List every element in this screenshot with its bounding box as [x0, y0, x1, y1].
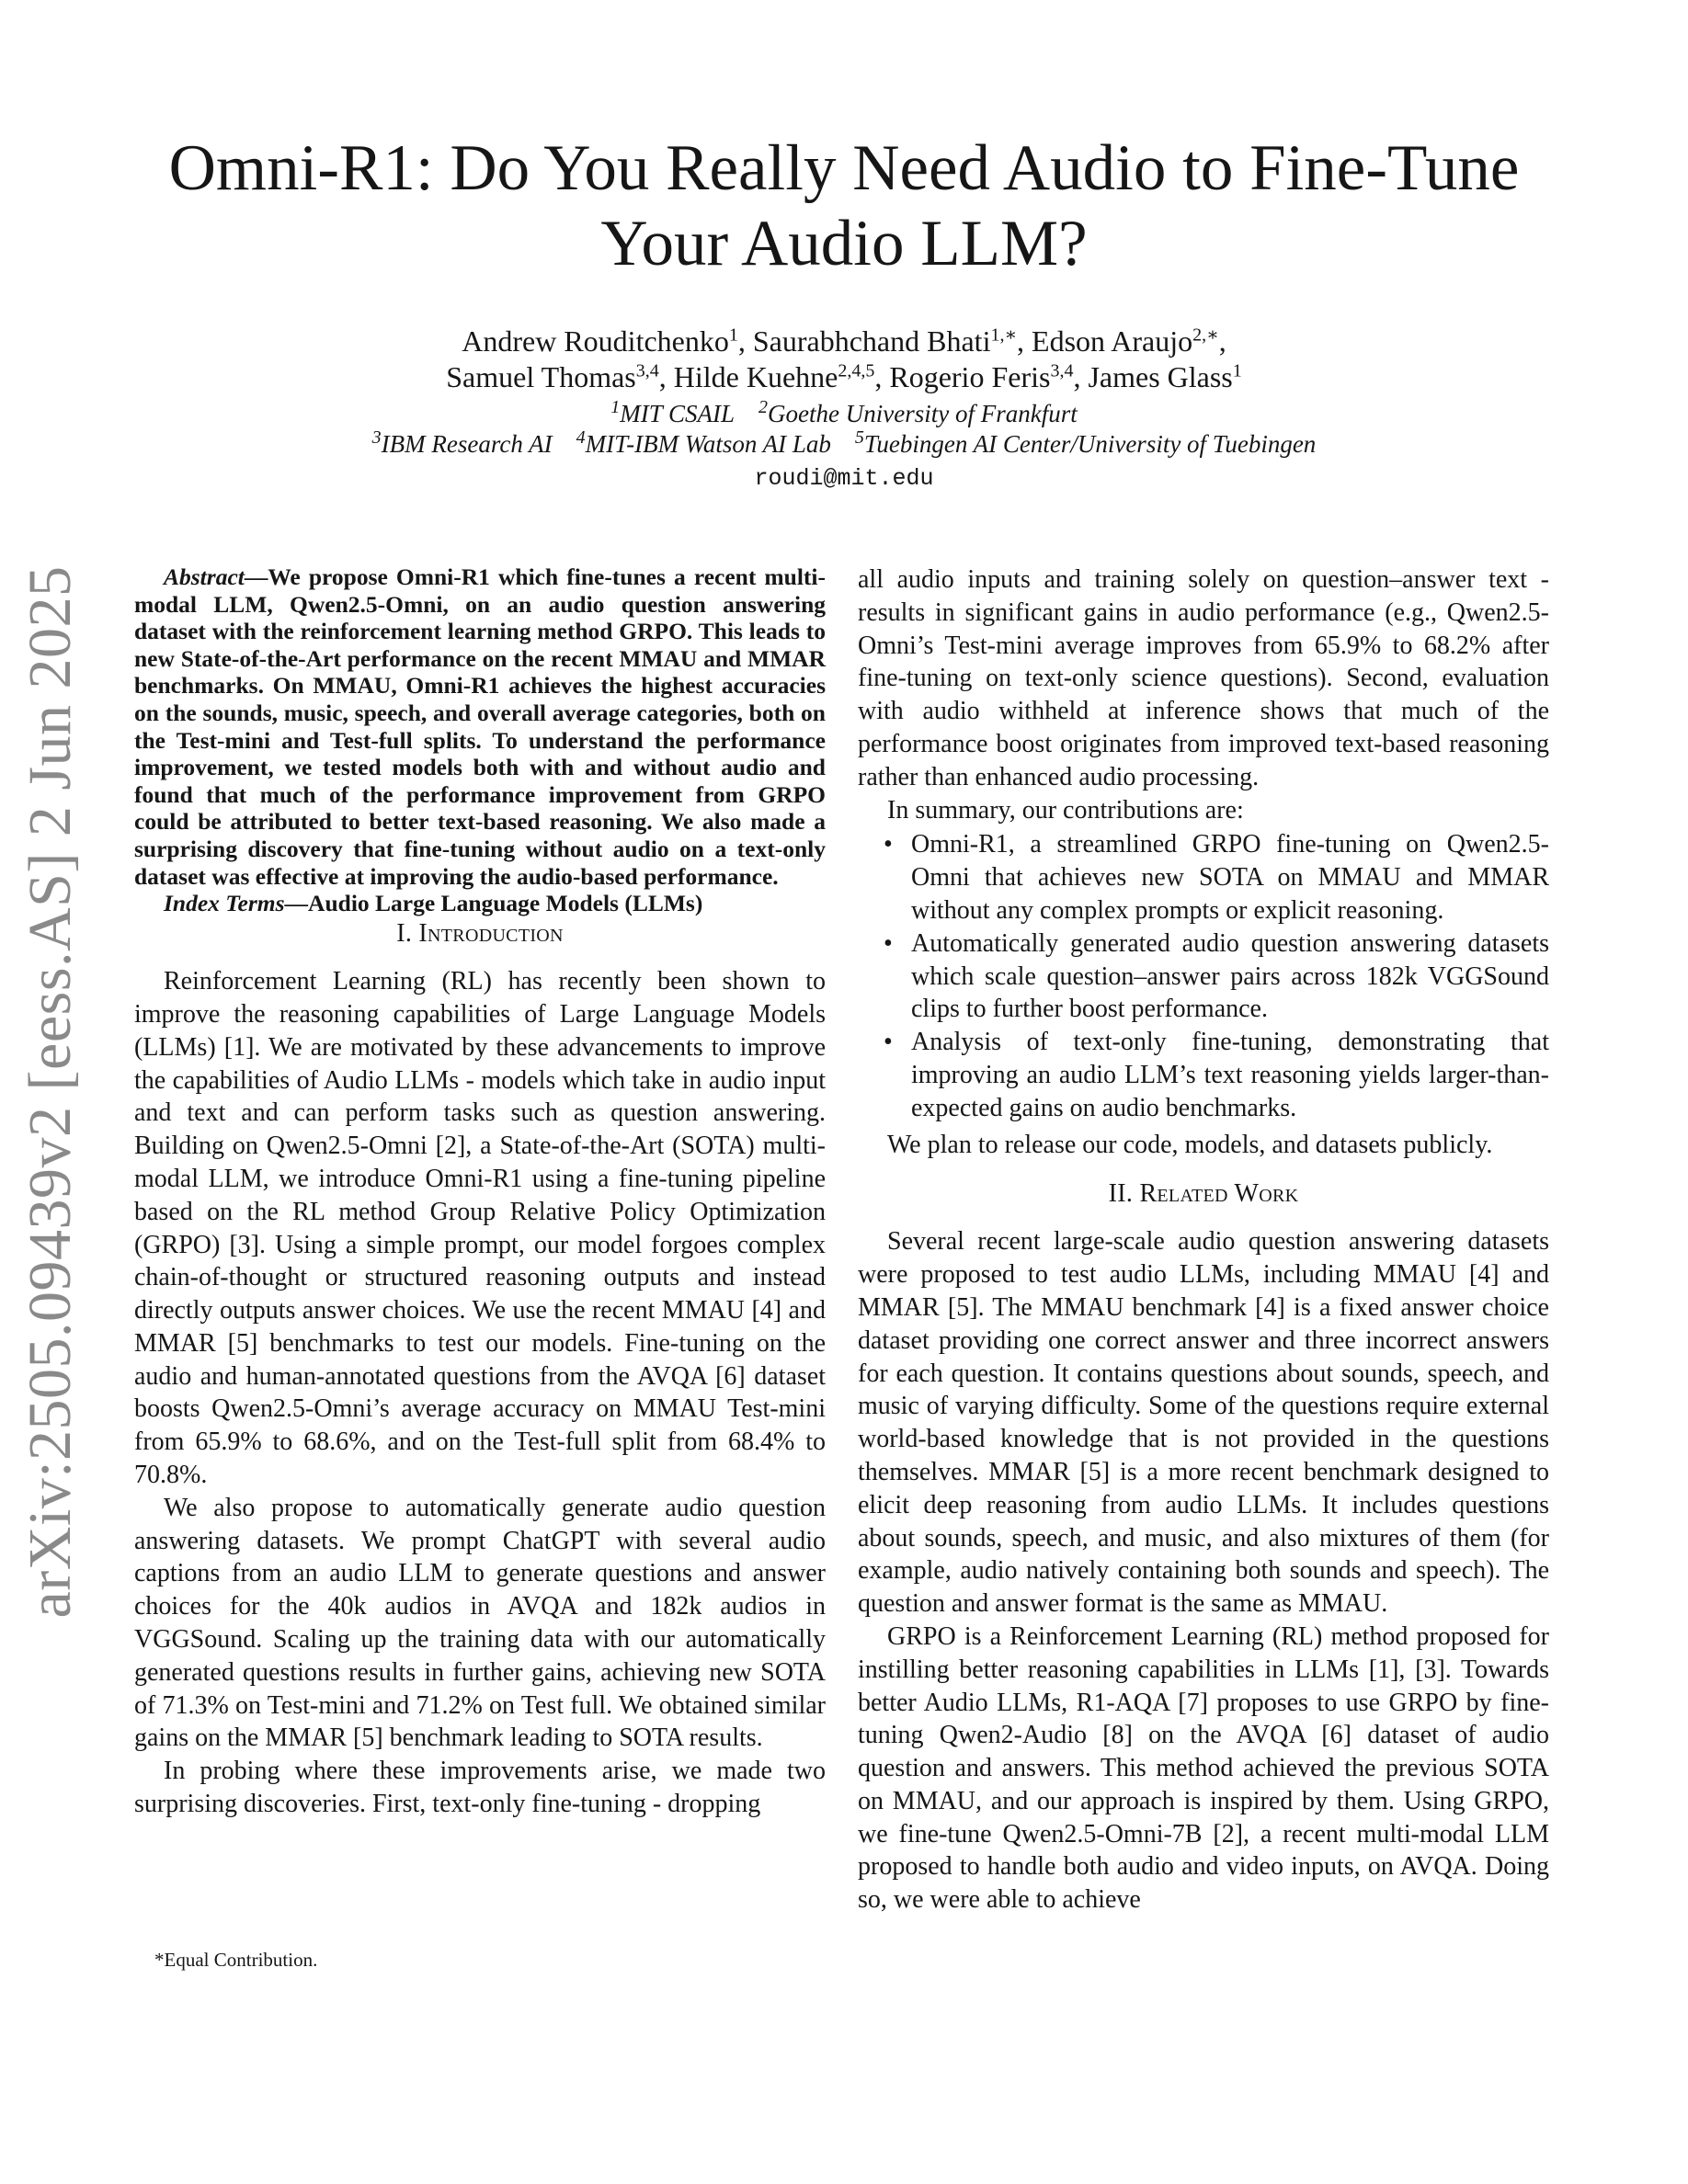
author: Hilde Kuehne$^{2,4,5}$,	[673, 360, 890, 393]
intro-paragraph-continued: all audio inputs and training solely on question–answer text - results in significant gains in audio performance (e.g., Qwen2.5-Omni’s Test-mini average improves from 65.9% to 68.2% after fine-tuning on text-only science questions). Second, evaluation with audio withheld at inference shows that much of the performance boost originates from improved text-based reasoning rather than enhanced audio processing.	[858, 565, 1549, 791]
section-heading-introduction: I. Introduction	[396, 919, 564, 949]
affiliations	[92, 399, 1596, 460]
contribution-item: • Automatically generated audio question answering datasets which scale question–answer pairs across 182k VGGSound clips to further boost performance.	[858, 927, 1549, 1026]
related-paragraph: Several recent large-scale audio question answering datasets were proposed to test audio LLMs, including MMAU [4] and MMAR [5]. The MMAU benchmark [4] is a fixed answer choice dataset providing one correct answer and three incorrect answers for each question. It contains questions about sounds, speech, and music of varying difficulty. Some of the questions require external world-based knowledge that is not provided in the questions themselves. MMAR [5] is a more recent benchmark designed to elicit deep reasoning from audio LLMs. It includes questions about sounds, speech, and music, and also mixtures of them (for example, audio natively containing both sounds and speech). The question and answer format is the same as MMAU.	[858, 1227, 1549, 1619]
summary-intro: In summary, our contributions are:	[887, 795, 1244, 825]
author: Samuel Thomas$^{3,4}$,	[446, 360, 674, 393]
right-column	[858, 563, 1549, 1917]
arxiv-stamp: arXiv:2505.09439v2 [eess.AS] 2 Jun 2025	[17, 565, 84, 1619]
affiliation: $^4$MIT-IBM Watson AI Lab	[576, 427, 831, 458]
abstract: Abstract—We propose Omni-R1 which fine-tunes a recent multi-modal LLM, Qwen2.5-Omni, on an audio question answering dataset with the reinforcement learning method GRPO. This leads to new State-of-the-Art performance on the recent MMAU and MMAR benchmarks. On MMAU, Omni-R1 achieves the highest accuracies on the sounds, music, speech, and overall average categories, both on the Test-mini and Test-full splits. To understand the performance improvement, we tested models both with and without audio and found that much of the performance improvement from GRPO could be attributed to better text-based reasoning. We also made a surprising discovery that fine-tuning without audio on a text-only dataset was effective at improving the audio-based performance.	[134, 563, 826, 890]
contribution-list	[858, 828, 1549, 1124]
author-list	[92, 324, 1596, 395]
title-line-2: Your Audio LLM?	[600, 208, 1088, 279]
index-terms: Index Terms—Audio Large Language Models (LLMs)	[164, 890, 703, 917]
author: Edson Araujo$^{2,∗}$,	[1032, 324, 1226, 358]
author: Saurabhchand Bhati$^{1,∗}$,	[752, 324, 1032, 358]
affiliation: $^3$IBM Research AI	[371, 427, 553, 458]
contribution-item: • Analysis of text-only fine-tuning, demonstrating that improving an audio LLM’s text reasoning yields larger-than-expected gains on audio benchmarks.	[858, 1026, 1549, 1124]
intro-paragraph: We also propose to automatically generate audio question answering datasets. We prompt ChatGPT with several audio captions from an audio LLM to generate questions and answer choices for the 40k audios in AVQA and 182k audios in VGGSound. Scaling up the training data with our automatically generated questions results in further gains, achieving new SOTA of 71.3% on Test-mini and 71.2% on Test full. We obtained similar gains on the MMAR [5] benchmark leading to SOTA results.	[134, 1493, 826, 1753]
affiliation: $^2$Goethe University of Frankfurt	[758, 397, 1078, 427]
affiliation: $^1$MIT CSAIL	[610, 397, 736, 427]
intro-paragraph: In probing where these improvements arise, we made two surprising discoveries. First, text-only fine-tuning - dropping	[134, 1757, 826, 1819]
title-line-1: Omni-R1: Do You Really Need Audio to Fine-Tune	[168, 132, 1520, 204]
author: Andrew Rouditchenko$^1$,	[462, 324, 753, 358]
author: James Glass$^1$	[1088, 360, 1242, 393]
left-column	[134, 563, 826, 1821]
related-paragraph: GRPO is a Reinforcement Learning (RL) method proposed for instilling better reasoning capabilities in LLMs [1], [3]. Towards better Audio LLMs, R1-AQA [7] proposes to use GRPO by fine-tuning Qwen2-Audio [8] on the AVQA [6] dataset of audio question and answers. This method achieved the previous SOTA on MMAU, and our approach is inspired by them. Using GRPO, we fine-tune Qwen2.5-Omni-7B [2], a recent multi-modal LLM proposed to handle both audio and video inputs, on AVQA. Doing so, we were able to achieve	[858, 1621, 1549, 1915]
intro-paragraph: Reinforcement Learning (RL) has recently been shown to improve the reasoning capabilities of Large Language Models (LLMs) [1]. We are motivated by these advancements to improve the capabilities of Audio LLMs - models which take in audio input and text and can perform tasks such as question answering. Building on Qwen2.5-Omni [2], a State-of-the-Art (SOTA) multi-modal LLM, we introduce Omni-R1 using a fine-tuning pipeline based on the RL method Group Relative Policy Optimization (GRPO) [3]. Using a simple prompt, our model forgoes complex chain-of-thought or structured reasoning outputs and instead directly outputs answer choices. We use the recent MMAU [4] and MMAR [5] benchmarks to test our models. Fine-tuning on the audio and human-annotated questions from the AVQA [6] dataset boosts Qwen2.5-Omni’s average accuracy on MMAU Test-mini from 65.9% to 68.6%, and on the Test-full split from 68.4% to 70.8%.	[134, 967, 826, 1490]
contact-email[interactable]: roudi@mit.edu	[754, 465, 934, 492]
contribution-item: • Omni-R1, a streamlined GRPO fine-tuning on Qwen2.5-Omni that achieves new SOTA on MMAU and MMAR without any complex prompts or explicit reasoning.	[858, 828, 1549, 927]
section-heading-related-work: II. Related Work	[1108, 1179, 1299, 1209]
author: Rogerio Feris$^{3,4}$,	[889, 360, 1089, 393]
release-note: We plan to release our code, models, and datasets publicly.	[887, 1130, 1493, 1159]
affiliation: $^5$Tuebingen AI Center/University of Tuebingen	[854, 427, 1317, 458]
footnote: *Equal Contribution.	[154, 1949, 318, 1971]
paper-title	[92, 131, 1596, 281]
